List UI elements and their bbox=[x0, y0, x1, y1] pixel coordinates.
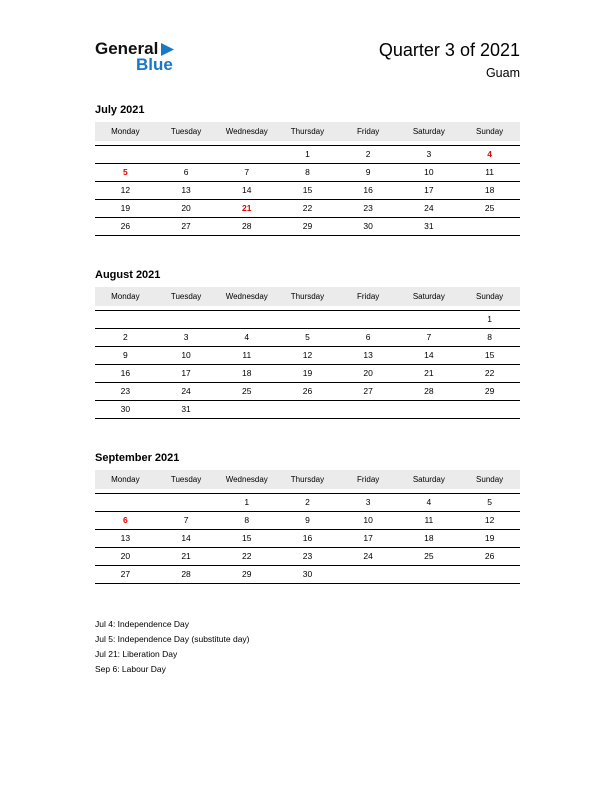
day-cell: 4 bbox=[459, 145, 520, 164]
day-cell: 8 bbox=[216, 512, 277, 530]
weekday-header: Sunday bbox=[459, 470, 520, 493]
day-cell: 17 bbox=[156, 365, 217, 383]
weekday-header: Thursday bbox=[277, 470, 338, 493]
week-row bbox=[95, 182, 520, 200]
weekday-header: Tuesday bbox=[156, 287, 217, 310]
week-row bbox=[95, 530, 520, 548]
empty-day-cell bbox=[95, 310, 156, 329]
weekday-header: Saturday bbox=[399, 287, 460, 310]
day-cell: 31 bbox=[156, 401, 217, 419]
day-cell: 27 bbox=[338, 383, 399, 401]
month-title: September 2021 bbox=[95, 452, 180, 464]
day-cell: 16 bbox=[338, 182, 399, 200]
weekday-header: Saturday bbox=[399, 122, 460, 145]
day-cell: 1 bbox=[277, 145, 338, 164]
holiday-note: Jul 21: Liberation Day bbox=[95, 649, 178, 659]
weekday-header: Friday bbox=[338, 122, 399, 145]
day-cell: 19 bbox=[277, 365, 338, 383]
page-title: Quarter 3 of 2021 bbox=[378, 40, 520, 60]
day-cell: 30 bbox=[95, 401, 156, 419]
day-cell: 13 bbox=[156, 182, 217, 200]
day-cell: 12 bbox=[459, 512, 520, 530]
day-cell: 21 bbox=[156, 548, 217, 566]
day-cell: 8 bbox=[459, 329, 520, 347]
day-cell: 31 bbox=[399, 218, 460, 236]
week-row bbox=[95, 200, 520, 218]
week-row bbox=[95, 310, 520, 329]
week-row bbox=[95, 566, 520, 584]
logo-text-blue: Blue bbox=[136, 54, 173, 74]
day-cell: 16 bbox=[277, 530, 338, 548]
day-cell: 6 bbox=[338, 329, 399, 347]
day-cell: 20 bbox=[95, 548, 156, 566]
empty-day-cell bbox=[277, 310, 338, 329]
day-cell: 20 bbox=[156, 200, 217, 218]
weekday-header-row bbox=[95, 287, 520, 310]
day-cell: 15 bbox=[277, 182, 338, 200]
logo-triangle-icon bbox=[161, 43, 174, 56]
empty-day-cell bbox=[277, 401, 338, 419]
weekday-header-row bbox=[95, 122, 520, 145]
weekday-header: Wednesday bbox=[216, 287, 277, 310]
day-cell: 21 bbox=[216, 200, 277, 218]
day-cell: 13 bbox=[338, 347, 399, 365]
day-cell: 2 bbox=[338, 145, 399, 164]
holiday-note: Sep 6: Labour Day bbox=[95, 664, 166, 674]
day-cell: 5 bbox=[95, 164, 156, 182]
week-row bbox=[95, 383, 520, 401]
day-cell: 26 bbox=[277, 383, 338, 401]
day-cell: 7 bbox=[399, 329, 460, 347]
day-cell: 14 bbox=[399, 347, 460, 365]
holiday-note: Jul 4: Independence Day bbox=[95, 619, 190, 629]
day-cell: 3 bbox=[399, 145, 460, 164]
day-cell: 3 bbox=[338, 493, 399, 512]
general-blue-logo bbox=[95, 40, 174, 74]
empty-day-cell bbox=[338, 566, 399, 584]
day-cell: 19 bbox=[459, 530, 520, 548]
day-cell: 27 bbox=[95, 566, 156, 584]
day-cell: 16 bbox=[95, 365, 156, 383]
month-title: July 2021 bbox=[95, 104, 145, 116]
day-cell: 30 bbox=[277, 566, 338, 584]
weekday-header: Wednesday bbox=[216, 122, 277, 145]
months-container bbox=[95, 104, 520, 584]
day-cell: 8 bbox=[277, 164, 338, 182]
weekday-header: Monday bbox=[95, 287, 156, 310]
day-cell: 4 bbox=[216, 329, 277, 347]
weekday-header: Wednesday bbox=[216, 470, 277, 493]
empty-day-cell bbox=[156, 493, 217, 512]
day-cell: 24 bbox=[156, 383, 217, 401]
day-cell: 14 bbox=[156, 530, 217, 548]
week-row bbox=[95, 329, 520, 347]
day-cell: 7 bbox=[216, 164, 277, 182]
holiday-note: Jul 5: Independence Day (substitute day) bbox=[95, 634, 250, 644]
day-cell: 1 bbox=[216, 493, 277, 512]
day-cell: 5 bbox=[277, 329, 338, 347]
day-cell: 10 bbox=[399, 164, 460, 182]
empty-day-cell bbox=[459, 218, 520, 236]
week-row bbox=[95, 164, 520, 182]
day-cell: 24 bbox=[338, 548, 399, 566]
calendar-table bbox=[95, 287, 520, 419]
day-cell: 25 bbox=[459, 200, 520, 218]
day-cell: 20 bbox=[338, 365, 399, 383]
week-row bbox=[95, 548, 520, 566]
day-cell: 11 bbox=[459, 164, 520, 182]
day-cell: 11 bbox=[399, 512, 460, 530]
weekday-header: Sunday bbox=[459, 287, 520, 310]
day-cell: 10 bbox=[156, 347, 217, 365]
weekday-header-row bbox=[95, 470, 520, 493]
day-cell: 10 bbox=[338, 512, 399, 530]
day-cell: 26 bbox=[459, 548, 520, 566]
empty-day-cell bbox=[216, 401, 277, 419]
day-cell: 29 bbox=[277, 218, 338, 236]
month-title: August 2021 bbox=[95, 269, 161, 281]
day-cell: 22 bbox=[459, 365, 520, 383]
day-cell: 1 bbox=[459, 310, 520, 329]
week-row bbox=[95, 365, 520, 383]
empty-day-cell bbox=[399, 310, 460, 329]
weekday-header: Friday bbox=[338, 287, 399, 310]
day-cell: 11 bbox=[216, 347, 277, 365]
calendar-table bbox=[95, 122, 520, 236]
day-cell: 18 bbox=[399, 530, 460, 548]
day-cell: 28 bbox=[156, 566, 217, 584]
day-cell: 4 bbox=[399, 493, 460, 512]
weekday-header: Thursday bbox=[277, 287, 338, 310]
day-cell: 21 bbox=[399, 365, 460, 383]
day-cell: 27 bbox=[156, 218, 217, 236]
empty-day-cell bbox=[459, 401, 520, 419]
weekday-header: Monday bbox=[95, 122, 156, 145]
calendar-table bbox=[95, 470, 520, 584]
day-cell: 7 bbox=[156, 512, 217, 530]
day-cell: 22 bbox=[277, 200, 338, 218]
day-cell: 9 bbox=[95, 347, 156, 365]
day-cell: 9 bbox=[338, 164, 399, 182]
empty-day-cell bbox=[95, 493, 156, 512]
day-cell: 6 bbox=[95, 512, 156, 530]
week-row bbox=[95, 401, 520, 419]
day-cell: 22 bbox=[216, 548, 277, 566]
day-cell: 18 bbox=[216, 365, 277, 383]
holiday-notes-list bbox=[95, 617, 520, 677]
week-row bbox=[95, 493, 520, 512]
logo-text-general: General bbox=[95, 39, 159, 58]
empty-day-cell bbox=[156, 145, 217, 164]
empty-day-cell bbox=[399, 401, 460, 419]
week-row bbox=[95, 512, 520, 530]
day-cell: 18 bbox=[459, 182, 520, 200]
day-cell: 23 bbox=[95, 383, 156, 401]
day-cell: 28 bbox=[216, 218, 277, 236]
empty-day-cell bbox=[338, 310, 399, 329]
day-cell: 14 bbox=[216, 182, 277, 200]
day-cell: 19 bbox=[95, 200, 156, 218]
empty-day-cell bbox=[338, 401, 399, 419]
day-cell: 2 bbox=[95, 329, 156, 347]
day-cell: 12 bbox=[277, 347, 338, 365]
month-section-july-2021 bbox=[95, 104, 520, 236]
weekday-header: Saturday bbox=[399, 470, 460, 493]
day-cell: 25 bbox=[399, 548, 460, 566]
day-cell: 23 bbox=[277, 548, 338, 566]
weekday-header: Friday bbox=[338, 470, 399, 493]
empty-day-cell bbox=[216, 145, 277, 164]
week-row bbox=[95, 347, 520, 365]
week-row bbox=[95, 145, 520, 164]
day-cell: 6 bbox=[156, 164, 217, 182]
day-cell: 13 bbox=[95, 530, 156, 548]
day-cell: 29 bbox=[216, 566, 277, 584]
empty-day-cell bbox=[399, 566, 460, 584]
day-cell: 15 bbox=[216, 530, 277, 548]
weekday-header: Sunday bbox=[459, 122, 520, 145]
weekday-header: Monday bbox=[95, 470, 156, 493]
week-row bbox=[95, 218, 520, 236]
day-cell: 24 bbox=[399, 200, 460, 218]
title-block bbox=[379, 40, 520, 80]
day-cell: 17 bbox=[338, 530, 399, 548]
empty-day-cell bbox=[459, 566, 520, 584]
day-cell: 15 bbox=[459, 347, 520, 365]
day-cell: 30 bbox=[338, 218, 399, 236]
day-cell: 17 bbox=[399, 182, 460, 200]
day-cell: 12 bbox=[95, 182, 156, 200]
day-cell: 3 bbox=[156, 329, 217, 347]
page-header bbox=[95, 40, 520, 80]
day-cell: 2 bbox=[277, 493, 338, 512]
month-section-august-2021 bbox=[95, 269, 520, 419]
empty-day-cell bbox=[156, 310, 217, 329]
day-cell: 29 bbox=[459, 383, 520, 401]
day-cell: 5 bbox=[459, 493, 520, 512]
day-cell: 26 bbox=[95, 218, 156, 236]
empty-day-cell bbox=[95, 145, 156, 164]
month-section-september-2021 bbox=[95, 452, 520, 584]
empty-day-cell bbox=[216, 310, 277, 329]
weekday-header: Thursday bbox=[277, 122, 338, 145]
weekday-header: Tuesday bbox=[156, 470, 217, 493]
region-subtitle: Guam bbox=[485, 66, 520, 80]
weekday-header: Tuesday bbox=[156, 122, 217, 145]
day-cell: 28 bbox=[399, 383, 460, 401]
day-cell: 25 bbox=[216, 383, 277, 401]
day-cell: 23 bbox=[338, 200, 399, 218]
day-cell: 9 bbox=[277, 512, 338, 530]
